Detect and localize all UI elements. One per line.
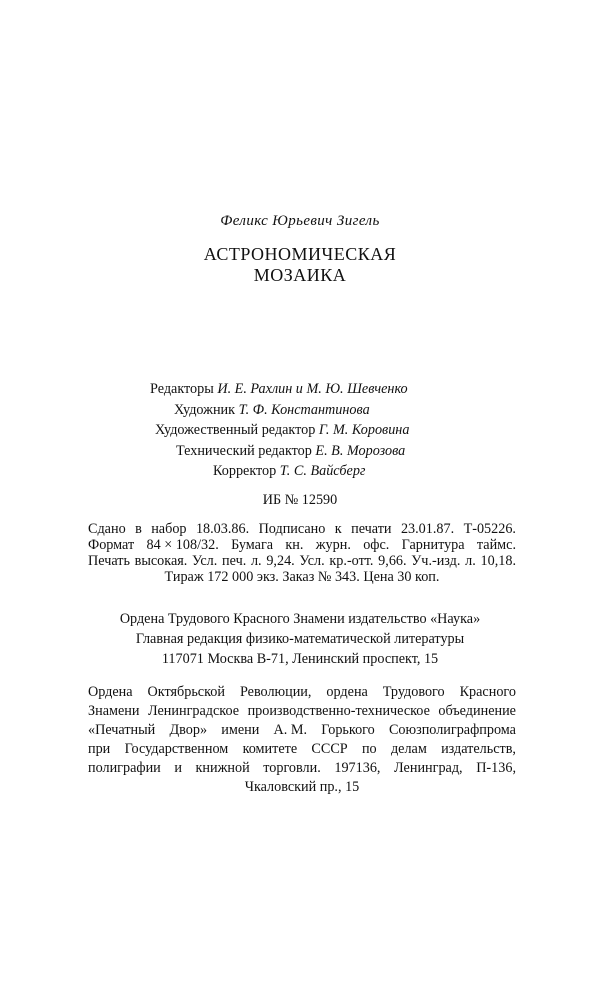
ib-number: ИБ № 12590 [262,492,338,508]
credit-artist [174,402,370,418]
credit-name: И. Е. Рахлин и М. Ю. Шевченко [217,381,408,397]
printer-line-1: Ордена Октябрьской Революции, ордена Трудового Красного [88,684,516,700]
credit-name: Г. М. Коровина [318,422,410,438]
print-info-line-3: Печать высокая. Усл. печ. л. 9,24. Усл. кр.-отт. 9,66. Уч.-изд. л. 10,18. [88,553,516,569]
credit-name: Т. С. Вайсберг [279,463,366,479]
credit-proofreader [213,463,365,479]
credit-role: Редакторы [150,381,214,397]
printer-line-6: Чкаловский пр., 15 [244,779,360,795]
credit-role: Корректор [213,463,277,479]
credit-art-editor [155,422,409,438]
print-info-line-1: Сдано в набор 18.03.86. Подписано к печати 23.01.87. Т-05226. [88,521,516,537]
publisher-line-3: 117071 Москва В-71, Ленинский проспект, 15 [161,651,439,667]
printer-line-4: при Государственном комитете СССР по делам издательств, [88,741,516,757]
credit-name: Т. Ф. Константинова [238,402,370,418]
credit-role: Технический редактор [176,443,312,459]
publisher-line-1: Ордена Трудового Красного Знамени издательство «Наука» [119,611,481,627]
credit-editors [150,381,408,397]
credit-role: Художник [174,402,236,418]
printer-info [88,684,516,795]
print-info-line-2: Формат 84 × 108/32. Бумага кн. журн. офс. Гарнитура таймс. [88,537,516,553]
publisher-line-2: Главная редакция физико-математической литературы [135,631,465,647]
print-info [88,521,516,585]
printer-line-5: полиграфии и книжной торговли. 197136, Ленинград, П-136, [88,760,516,776]
author-name: Феликс Юрьевич Зигель [220,213,380,229]
credit-technical-editor [176,443,405,459]
credit-role: Художественный редактор [155,422,316,438]
printer-line-2: Знамени Ленинградское производственно-техническое объединение [88,703,516,719]
credit-name: Е. В. Морозова [315,443,406,459]
book-title-line-1: АСТРОНОМИЧЕСКАЯ [203,244,397,264]
printer-line-3: «Печатный Двор» имени А. М. Горького Союзполиграфпрома [88,722,516,738]
print-info-line-4: Тираж 172 000 экз. Заказ № 343. Цена 30 коп. [164,569,440,585]
book-title-line-2: МОЗАИКА [253,265,347,285]
